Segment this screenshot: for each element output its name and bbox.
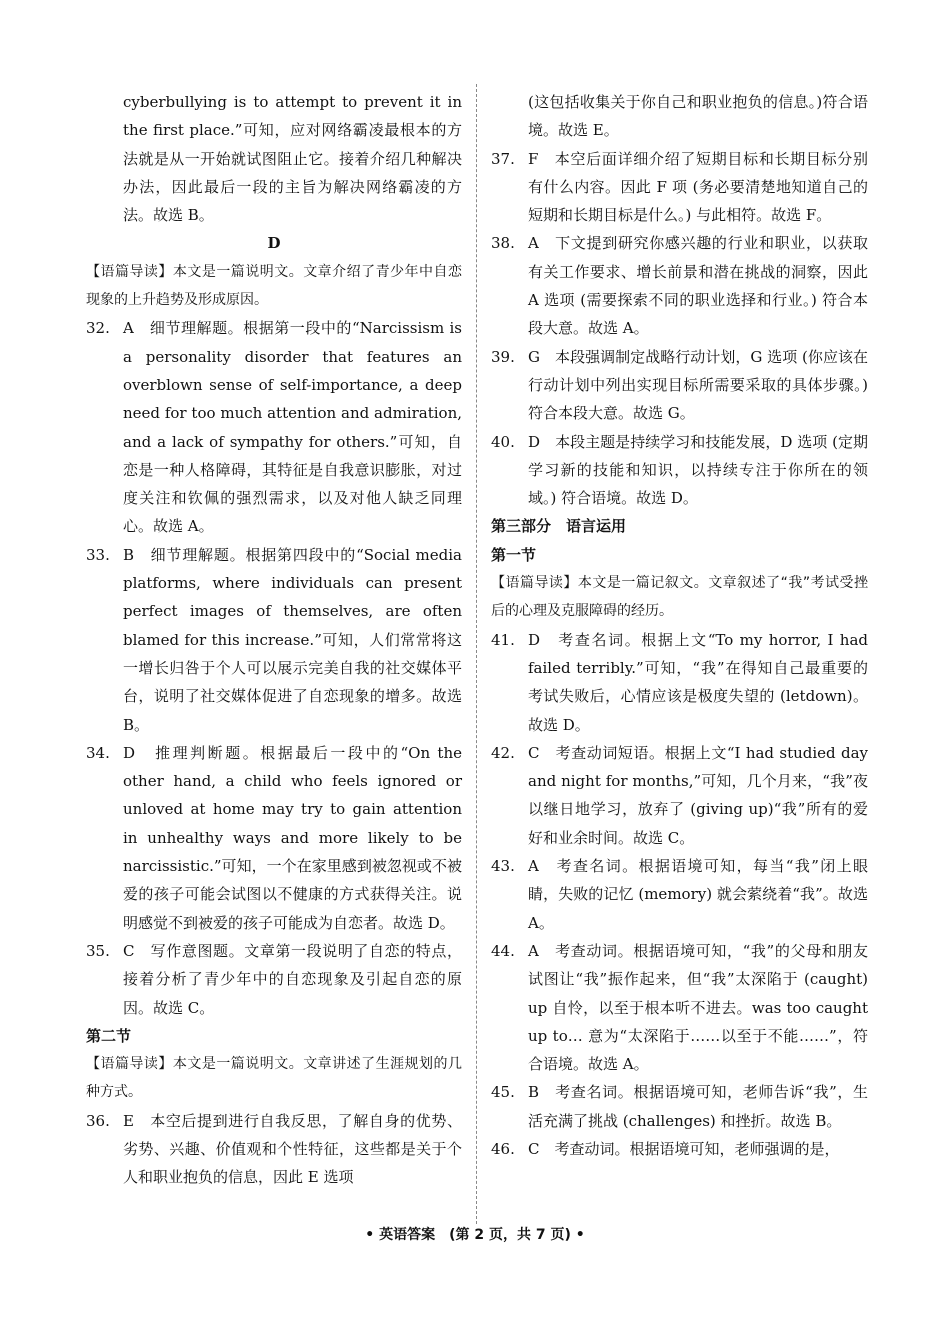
answer-item bbox=[491, 739, 868, 852]
answer-number: 35. bbox=[86, 941, 110, 960]
continued-answer-36: (这包括收集关于你自己和职业抱负的信息。)符合语境。故选 E。 bbox=[528, 93, 868, 140]
answer-number: 34. bbox=[86, 743, 110, 762]
answer-item bbox=[491, 626, 868, 739]
answer-list-41-46 bbox=[491, 626, 868, 1164]
answer-number: 46. bbox=[491, 1139, 515, 1158]
answer-explanation: D 本段主题是持续学习和技能发展，D 选项 (定期学习新的技能和知识，以持续专注于你所在的领域。) 符合语境。故选 D。 bbox=[528, 432, 868, 508]
answer-item bbox=[491, 428, 868, 513]
answer-list-37-40 bbox=[491, 145, 868, 513]
answer-item bbox=[491, 937, 868, 1078]
answer-number: 42. bbox=[491, 743, 515, 762]
section-d-heading: D bbox=[267, 234, 281, 253]
answer-item bbox=[86, 739, 462, 937]
answer-explanation: E 本空后提到进行自我反思，了解自身的优势、劣势、兴趣、价值观和个性特征，这些都是关于个人和职业抱负的信息，因此 E 选项 bbox=[123, 1111, 462, 1187]
answer-number: 41. bbox=[491, 630, 515, 649]
answer-item bbox=[491, 145, 868, 230]
answer-item bbox=[86, 1107, 462, 1192]
answer-item bbox=[491, 1135, 868, 1163]
section-1-heading: 第一节 bbox=[491, 545, 537, 564]
answer-number: 40. bbox=[491, 432, 515, 451]
answer-explanation: D 考查名词。根据上文“To my horror, I had failed terribly.”可知，“我”在得知自己最重要的考试失败后，心情应该是极度失望的 (letdown)。故选 D。 bbox=[528, 630, 868, 734]
answer-explanation: G 本段强调制定战略行动计划，G 选项 (你应该在行动计划中列出实现目标所需要采取的具体步骤。) 符合本段大意。故选 G。 bbox=[528, 347, 868, 423]
answer-item bbox=[86, 937, 462, 1022]
answer-explanation: C 写作意图题。文章第一段说明了自恋的特点，接着分析了青少年中的自恋现象及引起自恋的原因。故选 C。 bbox=[123, 941, 462, 1017]
continued-answer-31: cyberbullying is to attempt to prevent it in the first place.”可知，应对网络霸凌最根本的方法就是从一开始就试图阻止它。接着介绍几种解决办法，因此最后一段的主旨为解决网络霸凌的方法。故选 B。 bbox=[123, 93, 462, 225]
right-column bbox=[491, 88, 868, 1163]
answer-list-section-2 bbox=[86, 1107, 462, 1192]
answer-explanation: A 下文提到研究你感兴趣的行业和职业，以获取有关工作要求、增长前景和潜在挑战的洞察，因此 A 选项 (需要探索不同的职业选择和行业。) 符合本段大意。故选 A。 bbox=[528, 234, 868, 338]
passage-guide-d: 【语篇导读】本文是一篇说明文。文章介绍了青少年中自恋现象的上升趋势及形成原因。 bbox=[86, 263, 462, 309]
answer-number: 44. bbox=[491, 941, 515, 960]
answer-number: 45. bbox=[491, 1083, 515, 1102]
answer-number: 43. bbox=[491, 857, 515, 876]
page-footer: • 英语答案 (第 2 页，共 7 页) • bbox=[365, 1227, 585, 1243]
answer-item bbox=[491, 229, 868, 342]
answer-explanation: C 考查动词。根据语境可知，老师强调的是， bbox=[528, 1139, 840, 1158]
answer-explanation: A 考查动词。根据语境可知，“我”的父母和朋友试图让“我”振作起来，但“我”太深陷于 (caught) up 自怜，以至于根本听不进去。was too caught up to… 意为“太深陷于……以至于不能……”，符合语境。故选 A。 bbox=[528, 941, 868, 1074]
passage-guide-part-3: 【语篇导读】本文是一篇记叙文。文章叙述了“我”考试受挫后的心理及克服障碍的经历。 bbox=[491, 575, 868, 620]
answer-item bbox=[86, 541, 462, 739]
answer-explanation: C 考查动词短语。根据上文“I had studied day and night for months,”可知，几个月来，“我”夜以继日地学习，放弃了 (giving up)“我”所有的爱好和业余时间。故选 C。 bbox=[528, 743, 868, 847]
answer-item bbox=[491, 1078, 868, 1135]
passage-guide-section-2: 【语篇导读】本文是一篇说明文。文章讲述了生涯规划的几种方式。 bbox=[86, 1056, 462, 1101]
answer-item bbox=[491, 852, 868, 937]
answer-explanation: B 考查名词。根据语境可知，老师告诉“我”，生活充满了挑战 (challenges) 和挫折。故选 B。 bbox=[528, 1083, 868, 1130]
column-divider bbox=[476, 84, 477, 1224]
section-2-heading: 第二节 bbox=[86, 1026, 132, 1045]
answer-number: 39. bbox=[491, 347, 515, 366]
part-3-heading: 第三部分 语言运用 bbox=[491, 517, 627, 536]
answer-item bbox=[86, 314, 462, 540]
answer-explanation: F 本空后面详细介绍了短期目标和长期目标分别有什么内容。因此 F 项 (务必要清楚地知道自己的短期和长期目标是什么。) 与此相符。故选 F。 bbox=[528, 149, 868, 225]
answer-number: 38. bbox=[491, 234, 515, 253]
answer-item bbox=[491, 343, 868, 428]
answer-explanation: B 细节理解题。根据第四段中的“Social media platforms, where individuals can present perfect images of themselves, are often blamed for this increase.”可知，人们常常将这一增长归咎于个人可以展示完美自我的社交媒体平台，说明了社交媒体促进了自恋现象的增多。故选 B。 bbox=[123, 545, 462, 734]
left-column bbox=[86, 88, 462, 1192]
answer-number: 36. bbox=[86, 1111, 110, 1130]
answer-explanation: A 考查名词。根据语境可知，每当“我”闭上眼睛，失败的记忆 (memory) 就会萦绕着“我”。故选 A。 bbox=[528, 857, 868, 932]
answer-explanation: D 推理判断题。根据最后一段中的“On the other hand, a child who feels ignored or unloved at home may try to gain attention in unhealthy ways and more likely to be narcissistic.”可知，一个在家里感到被忽视或不被爱的孩子可能会试图以不健康的方式获得关注。说明感觉不到被爱的孩子可能成为自恋者。故选 D。 bbox=[123, 743, 462, 932]
answer-list-d bbox=[86, 314, 462, 1021]
answer-number: 37. bbox=[491, 149, 515, 168]
answer-number: 32. bbox=[86, 319, 110, 338]
answer-explanation: A 细节理解题。根据第一段中的“Narcissism is a personality disorder that features an overblown sense of self-importance, a deep need for too much attention and admiration, and a lack of sympathy for others.”可知，自恋是一种人格障碍，其特征是自我意识膨胀，对过度关注和钦佩的强烈需求，以及对他人缺乏同理心。故选 A。 bbox=[123, 319, 462, 536]
answer-number: 33. bbox=[86, 545, 110, 564]
